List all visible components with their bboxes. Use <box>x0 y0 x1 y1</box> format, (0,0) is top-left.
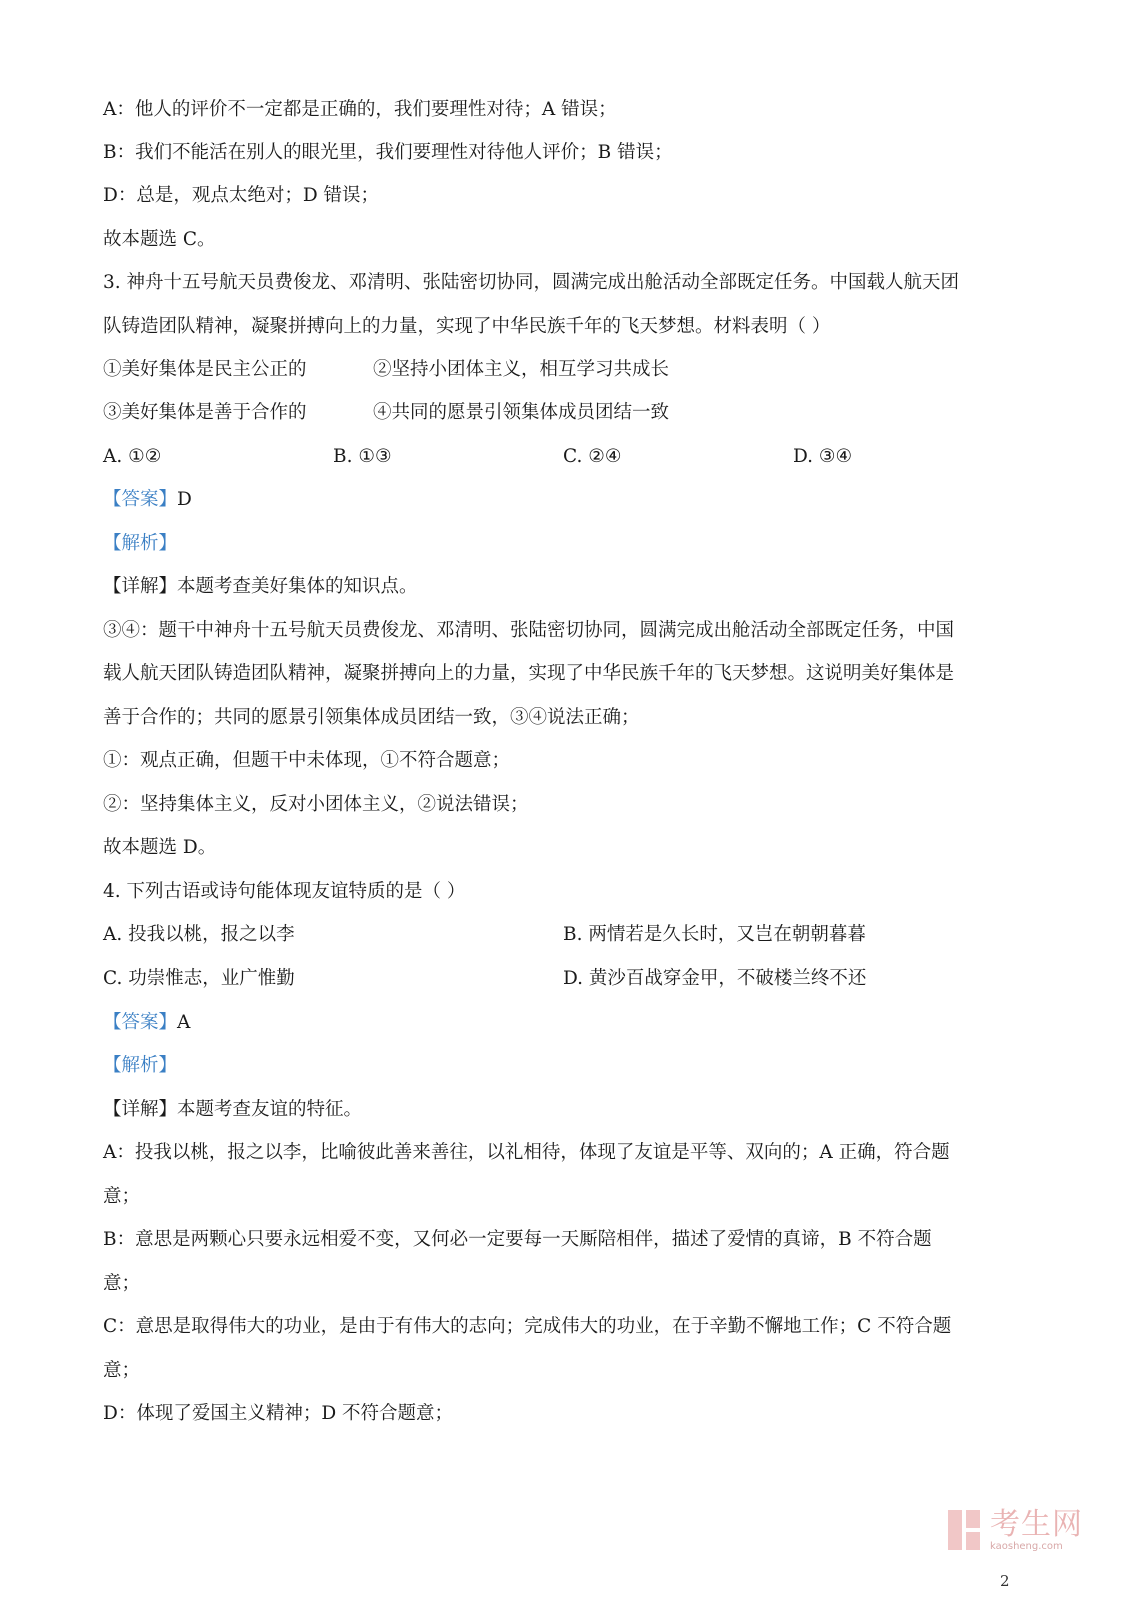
watermark-name: 考生网 <box>990 1506 1083 1542</box>
answer-tag: 【答案】 <box>103 489 178 510</box>
option-b: B. ①③ <box>333 446 392 467</box>
option-c: C. ②④ <box>563 446 622 467</box>
explanation-line: ③④：题干中神舟十五号航天员费俊龙、邓清明、张陆密切协同，圆满完成出舱活动全部既定任务，中国 <box>103 620 955 641</box>
text-line: A：他人的评价不一定都是正确的，我们要理性对待；A 错误； <box>103 99 617 120</box>
detail-line: 【详解】本题考查友谊的特征。 <box>103 1099 363 1120</box>
question-4-answer <box>103 1010 1021 1036</box>
detail-line: 【详解】本题考查美好集体的知识点。 <box>103 576 418 597</box>
analysis-tag: 【解析】 <box>103 1055 178 1076</box>
statement-4: ④共同的愿景引领集体成员团结一致 <box>373 402 670 423</box>
answer-tag: 【答案】 <box>103 1012 178 1033</box>
explanation-line: C：意思是取得伟大的功业，是由于有伟大的志向；完成伟大的功业，在于辛勤不懈地工作；C 不符合题 <box>103 1316 952 1337</box>
question-3-statements <box>103 400 1023 426</box>
statement-1: ①美好集体是民主公正的 <box>103 359 307 380</box>
option-c: C. 功崇惟志，业广惟勤 <box>103 968 295 989</box>
watermark-logo <box>948 1508 1088 1552</box>
option-d: D. 黄沙百战穿金甲，不破楼兰终不还 <box>563 968 867 989</box>
question-3-stem: 队铸造团队精神，凝聚拼搏向上的力量，实现了中华民族千年的飞天梦想。材料表明（ ） <box>103 316 831 337</box>
question-4-stem: 4. 下列古语或诗句能体现友谊特质的是（ ） <box>103 881 466 902</box>
explanation-line: 意； <box>103 1186 141 1207</box>
statement-2: ②坚持小团体主义，相互学习共成长 <box>373 359 670 380</box>
explanation-line: 故本题选 D。 <box>103 837 217 858</box>
text-line: 故本题选 C。 <box>103 229 216 250</box>
text-line: D：总是，观点太绝对；D 错误； <box>103 185 380 206</box>
question-3-statements <box>103 357 1023 383</box>
explanation-line: ②：坚持集体主义，反对小团体主义，②说法错误； <box>103 794 529 815</box>
analysis-tag: 【解析】 <box>103 533 178 554</box>
explanation-line: ①：观点正确，但题干中未体现，①不符合题意； <box>103 750 511 771</box>
option-a: A. 投我以桃，报之以李 <box>103 924 295 945</box>
question-3-options <box>103 444 1023 470</box>
answer-value: D <box>177 489 192 510</box>
explanation-line: 意； <box>103 1360 141 1381</box>
option-a: A. ①② <box>103 446 162 467</box>
question-3-stem: 3. 神舟十五号航天员费俊龙、邓清明、张陆密切协同，圆满完成出舱活动全部既定任务。中国载人航天团 <box>103 272 960 293</box>
option-d: D. ③④ <box>793 446 853 467</box>
explanation-line: D：体现了爱国主义精神；D 不符合题意； <box>103 1403 454 1424</box>
answer-value: A <box>177 1012 191 1033</box>
text-line: B：我们不能活在别人的眼光里，我们要理性对待他人评价；B 错误； <box>103 142 673 163</box>
explanation-line: 意； <box>103 1273 141 1294</box>
explanation-line: 载人航天团队铸造团队精神，凝聚拼搏向上的力量，实现了中华民族千年的飞天梦想。这说明美好集体是 <box>103 663 955 684</box>
explanation-line: 善于合作的；共同的愿景引领集体成员团结一致，③④说法正确； <box>103 707 640 728</box>
page-number: 2 <box>1000 1572 1010 1590</box>
option-b: B. 两情若是久长时，又岂在朝朝暮暮 <box>563 924 866 945</box>
explanation-line: B：意思是两颗心只要永远相爱不变，又何必一定要每一天厮陪相伴，描述了爱情的真谛，B 不符合题 <box>103 1229 932 1250</box>
question-3-answer <box>103 487 1021 513</box>
watermark-url: kaosheng.com <box>990 1540 1063 1552</box>
logo-mark-icon <box>948 1510 984 1550</box>
question-4-options <box>103 966 1023 992</box>
explanation-line: A：投我以桃，报之以李，比喻彼此善来善往，以礼相待，体现了友谊是平等、双向的；A 正确，符合题 <box>103 1142 950 1163</box>
question-4-options <box>103 922 1023 948</box>
statement-3: ③美好集体是善于合作的 <box>103 402 307 423</box>
